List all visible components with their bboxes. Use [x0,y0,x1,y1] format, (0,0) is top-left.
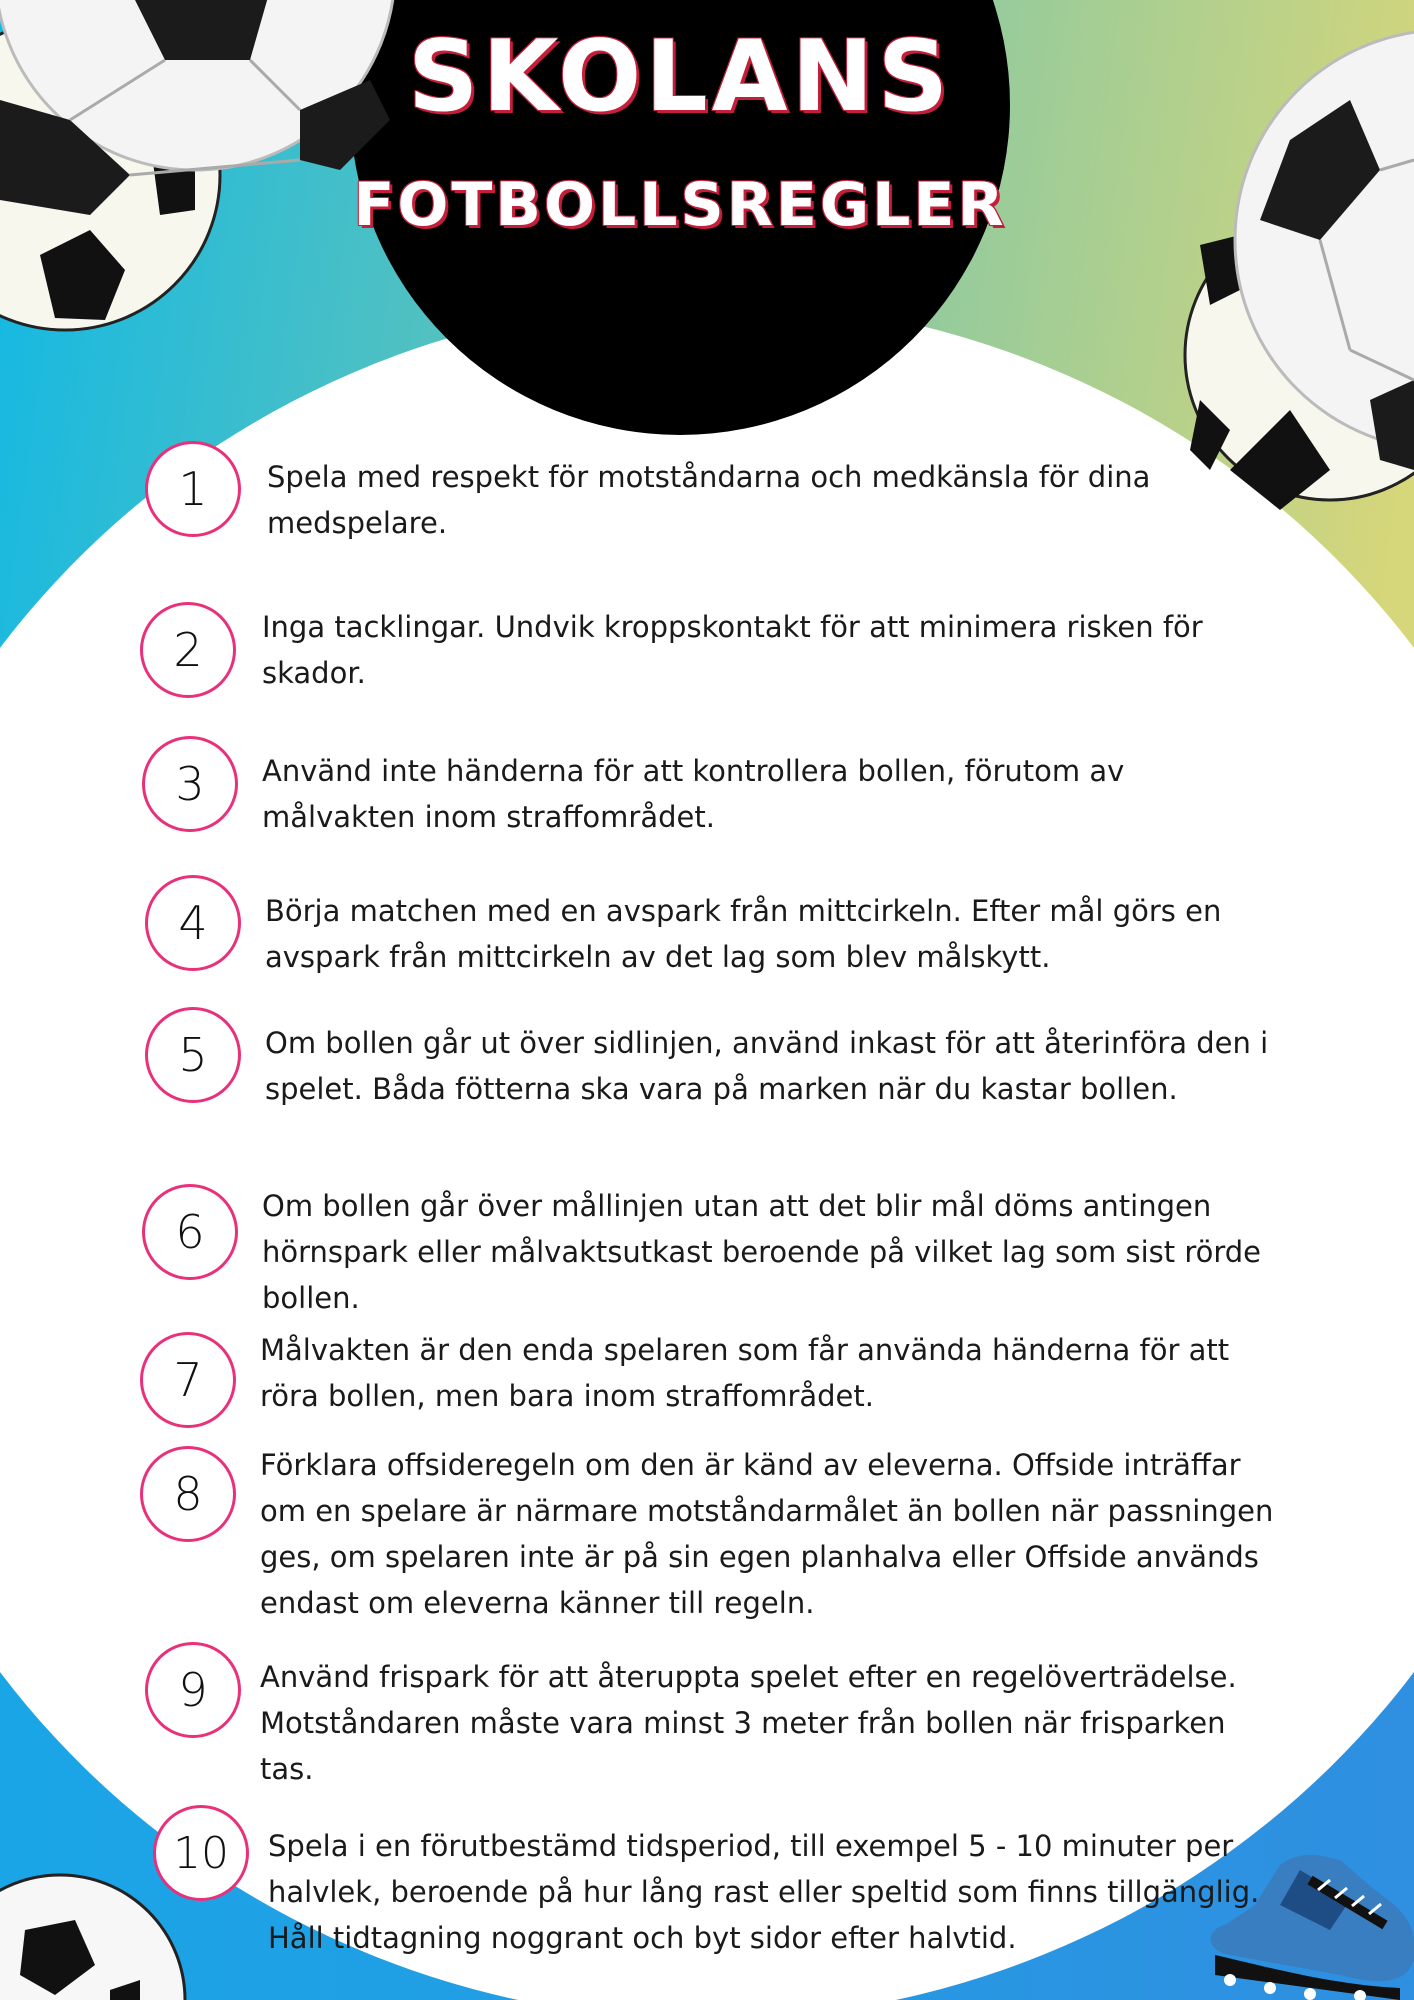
rule-number-badge: 9 [145,1642,241,1738]
rule-number-badge: 10 [153,1805,249,1901]
rule-number-badge: 1 [145,441,241,537]
rule-text: Börja matchen med en avspark från mittcirkeln. Efter mål görs en avspark från mittcirkeln av det lag som blev målskytt. [265,894,1222,974]
rule-number-badge: 4 [145,875,241,971]
rule-text: Inga tacklingar. Undvik kroppskontakt för att minimera risken för skador. [262,610,1203,690]
rule-number-badge: 7 [140,1332,236,1428]
rule-text: Om bollen går ut över sidlinjen, använd inkast för att återinföra den i spelet. Båda fötterna ska vara på marken när du kastar bollen. [265,1026,1269,1106]
rule-number-badge: 3 [142,736,238,832]
rule-text: Om bollen går över mållinjen utan att det blir mål döms antingen hörnspark eller målvaktsutkast beroende på vilket lag som sist rörde bollen. [262,1189,1262,1315]
title-line-1: SKOLANS [407,20,953,134]
rule-text: Målvakten är den enda spelaren som får använda händerna för att röra bollen, men bara inom straffområdet. [260,1333,1230,1413]
rule-text: Spela med respekt för motståndarna och medkänsla för dina medspelare. [267,460,1151,540]
rule-number-badge: 5 [145,1007,241,1103]
title-line-2: FOTBOLLSREGLER [353,170,1007,240]
rule-text: Spela i en förutbestämd tidsperiod, till exempel 5 - 10 minuter per halvlek, beroende på hur lång rast eller speltid som finns tillgänglig. Håll tidtagning noggrant och byt sidor efter halvtid. [268,1829,1260,1955]
rule-text: Använd inte händerna för att kontrollera bollen, förutom av målvakten inom straffområdet. [262,754,1125,834]
rule-number-badge: 2 [140,602,236,698]
rule-number-badge: 8 [140,1446,236,1542]
rule-number-badge: 6 [142,1184,238,1280]
rule-text: Använd frispark för att återuppta spelet efter en regelöverträdelse. Motståndaren måste vara minst 3 meter från bollen när frisparken tas. [260,1660,1237,1786]
rule-text: Förklara offsideregeln om den är känd av eleverna. Offside inträffar om en spelare är närmare motståndarmålet än bollen när passningen ges, om spelaren inte är på sin egen planhalva eller Offside används endast om eleverna känner till regeln. [260,1448,1274,1620]
